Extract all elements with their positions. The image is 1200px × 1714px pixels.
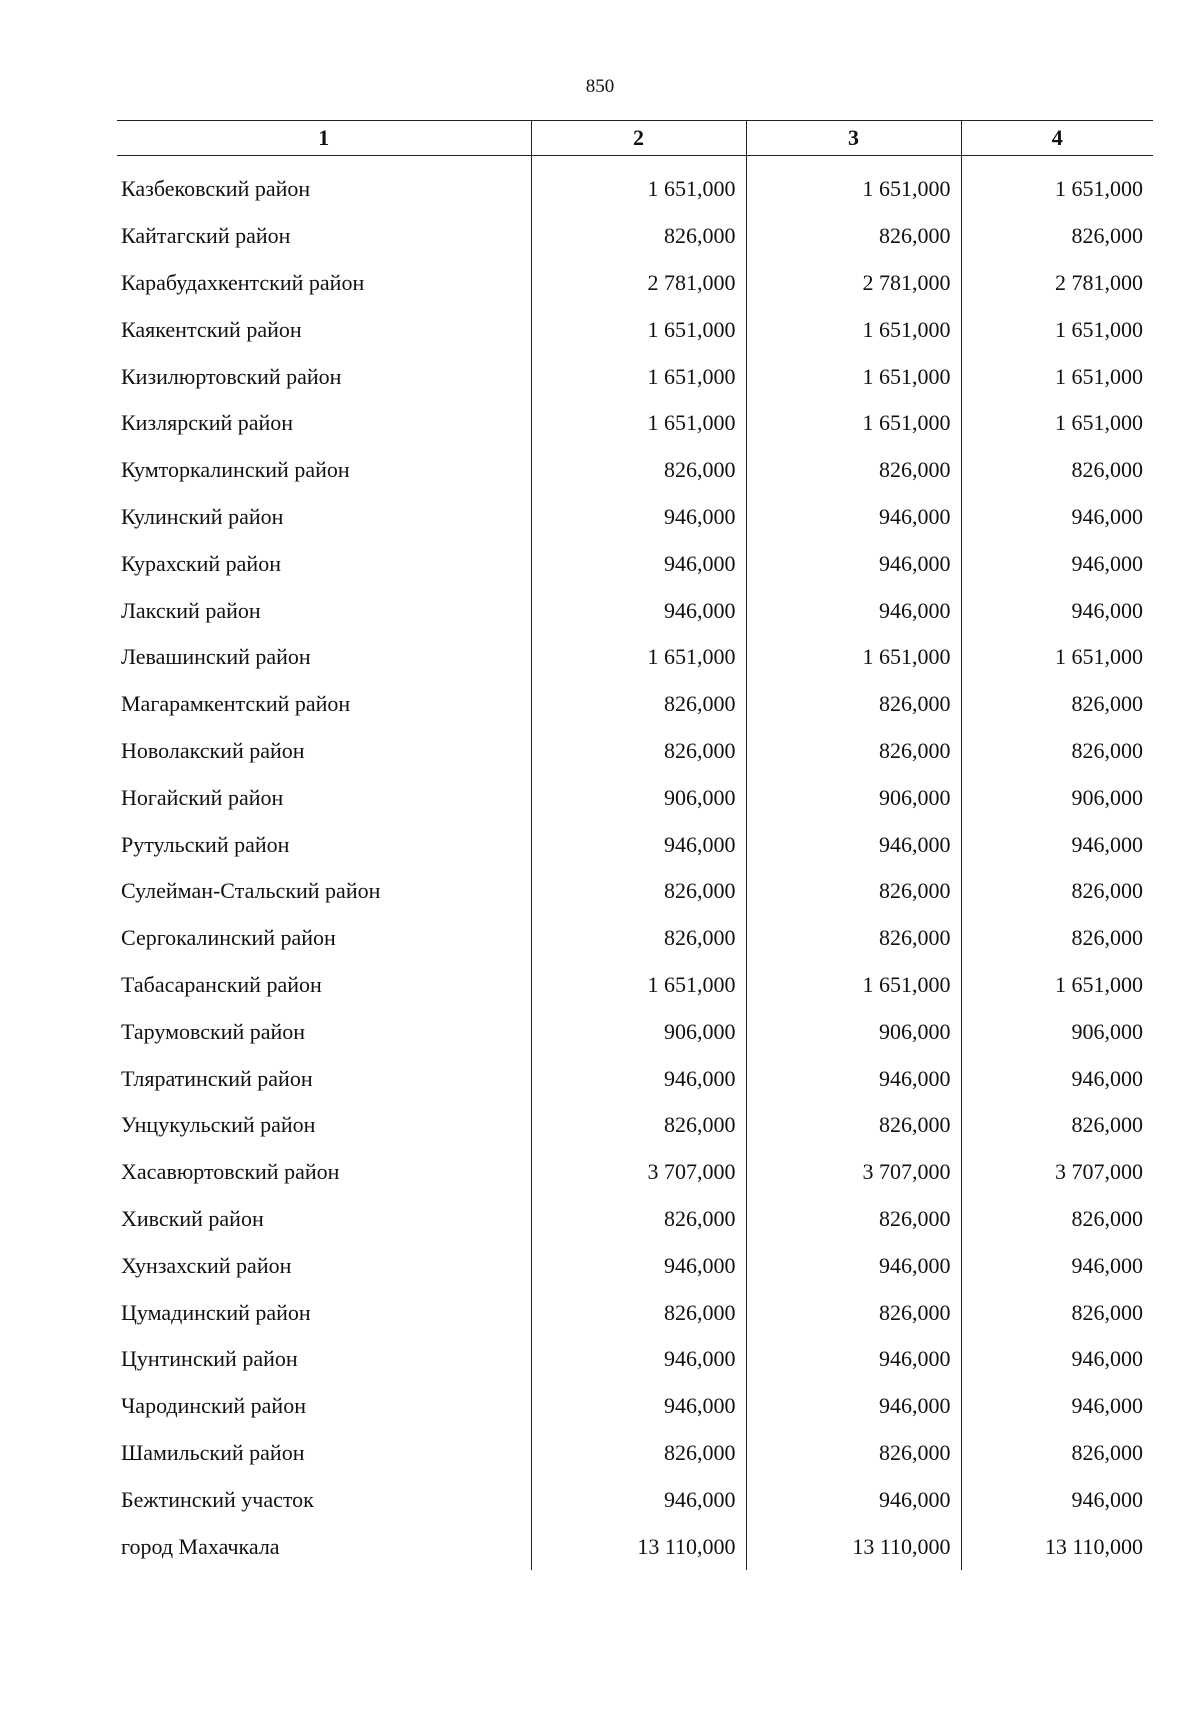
table-row	[117, 260, 1153, 307]
value-cell-col3: 946,000	[746, 1336, 961, 1383]
table-row	[117, 447, 1153, 494]
value-cell-col3: 1 651,000	[746, 634, 961, 681]
district-name-cell: Ногайский район	[121, 784, 284, 810]
table-row	[117, 1523, 1153, 1570]
value-cell-col4: 946,000	[961, 1383, 1153, 1430]
value-cell-col3: 826,000	[746, 1196, 961, 1243]
value-cell-col2: 3 707,000	[531, 1149, 746, 1196]
column-header-2: 2	[531, 121, 746, 156]
value-cell-col2: 826,000	[531, 915, 746, 962]
value-cell-col2: 946,000	[531, 1476, 746, 1523]
district-name-cell: Тляратинский район	[121, 1065, 313, 1091]
value-cell-col3: 946,000	[746, 821, 961, 868]
value-cell-col3: 1 651,000	[746, 166, 961, 213]
value-cell-col2: 826,000	[531, 868, 746, 915]
value-cell-col2: 13 110,000	[531, 1523, 746, 1570]
value-cell-col3: 1 651,000	[746, 353, 961, 400]
district-name-cell: Сергокалинский район	[121, 925, 336, 951]
spacer-cell	[746, 156, 961, 167]
district-name-cell: Новолакский район	[121, 737, 305, 763]
value-cell-col4: 13 110,000	[961, 1523, 1153, 1570]
value-cell-col3: 946,000	[746, 494, 961, 541]
value-cell-col2: 1 651,000	[531, 634, 746, 681]
table-row	[117, 774, 1153, 821]
value-cell-col2: 946,000	[531, 1336, 746, 1383]
district-name-cell: Кулинский район	[121, 503, 284, 529]
district-name-cell: Унцукульский район	[121, 1112, 316, 1138]
value-cell-col2: 946,000	[531, 540, 746, 587]
value-cell-col4: 946,000	[961, 821, 1153, 868]
district-name-cell: Шамильский район	[121, 1439, 305, 1465]
district-name-cell: Цунтинский район	[121, 1346, 298, 1372]
value-cell-col2: 1 651,000	[531, 962, 746, 1009]
table-row	[117, 962, 1153, 1009]
table-row	[117, 1383, 1153, 1430]
value-cell-col3: 826,000	[746, 868, 961, 915]
table-row	[117, 915, 1153, 962]
value-cell-col2: 946,000	[531, 821, 746, 868]
value-cell-col2: 946,000	[531, 1383, 746, 1430]
value-cell-col2: 946,000	[531, 1055, 746, 1102]
district-name-cell: Кайтагский район	[121, 223, 291, 249]
value-cell-col4: 1 651,000	[961, 962, 1153, 1009]
value-cell-col4: 906,000	[961, 774, 1153, 821]
value-cell-col2: 906,000	[531, 774, 746, 821]
value-cell-col4: 826,000	[961, 1289, 1153, 1336]
table-row	[117, 166, 1153, 213]
value-cell-col4: 2 781,000	[961, 260, 1153, 307]
value-cell-col3: 826,000	[746, 915, 961, 962]
table-body	[117, 156, 1153, 1570]
value-cell-col4: 946,000	[961, 540, 1153, 587]
value-cell-col4: 826,000	[961, 728, 1153, 775]
value-cell-col4: 3 707,000	[961, 1149, 1153, 1196]
value-cell-col3: 1 651,000	[746, 400, 961, 447]
table-row	[117, 353, 1153, 400]
table-row	[117, 1476, 1153, 1523]
value-cell-col2: 826,000	[531, 1196, 746, 1243]
value-cell-col3: 946,000	[746, 587, 961, 634]
header-row	[117, 121, 1153, 156]
value-cell-col4: 826,000	[961, 1196, 1153, 1243]
district-name-cell: Табасаранский район	[121, 971, 322, 997]
value-cell-col2: 826,000	[531, 1102, 746, 1149]
district-name-cell: Чародинский район	[121, 1393, 306, 1419]
value-cell-col3: 13 110,000	[746, 1523, 961, 1570]
value-cell-col4: 826,000	[961, 213, 1153, 260]
value-cell-col2: 1 651,000	[531, 306, 746, 353]
district-name-cell: Кизлярский район	[121, 410, 294, 436]
value-cell-col2: 826,000	[531, 1289, 746, 1336]
value-cell-col3: 946,000	[746, 1055, 961, 1102]
spacer-cell	[531, 156, 746, 167]
district-name-cell: Магарамкентский район	[121, 691, 351, 717]
district-name-cell: Бежтинский участок	[121, 1486, 314, 1512]
table-row	[117, 1102, 1153, 1149]
district-name-cell: город Махачкала	[121, 1533, 280, 1559]
district-name-cell: Хунзахский район	[121, 1252, 292, 1278]
table-row	[117, 1242, 1153, 1289]
table-row	[117, 1008, 1153, 1055]
value-cell-col3: 906,000	[746, 774, 961, 821]
value-cell-col4: 1 651,000	[961, 353, 1153, 400]
value-cell-col4: 826,000	[961, 681, 1153, 728]
value-cell-col3: 826,000	[746, 1289, 961, 1336]
value-cell-col4: 826,000	[961, 447, 1153, 494]
value-cell-col3: 826,000	[746, 681, 961, 728]
district-name-cell: Хасавюртовский район	[121, 1159, 340, 1185]
value-cell-col4: 826,000	[961, 868, 1153, 915]
value-cell-col2: 826,000	[531, 1430, 746, 1477]
value-cell-col4: 946,000	[961, 587, 1153, 634]
value-cell-col4: 946,000	[961, 1242, 1153, 1289]
table-row	[117, 540, 1153, 587]
district-name-cell: Кизилюртовский район	[121, 363, 342, 389]
table-row	[117, 1055, 1153, 1102]
value-cell-col4: 946,000	[961, 494, 1153, 541]
value-cell-col2: 826,000	[531, 213, 746, 260]
value-cell-col3: 906,000	[746, 1008, 961, 1055]
value-cell-col4: 1 651,000	[961, 306, 1153, 353]
value-cell-col3: 1 651,000	[746, 962, 961, 1009]
table-row	[117, 213, 1153, 260]
value-cell-col4: 826,000	[961, 1430, 1153, 1477]
district-name-cell: Рутульский район	[121, 831, 290, 857]
value-cell-col4: 826,000	[961, 915, 1153, 962]
value-cell-col2: 946,000	[531, 494, 746, 541]
table-row	[117, 494, 1153, 541]
district-name-cell: Цумадинский район	[121, 1299, 311, 1325]
value-cell-col4: 826,000	[961, 1102, 1153, 1149]
spacer-row	[117, 156, 1153, 167]
value-cell-col4: 1 651,000	[961, 634, 1153, 681]
value-cell-col3: 826,000	[746, 1430, 961, 1477]
value-cell-col2: 826,000	[531, 447, 746, 494]
value-cell-col3: 3 707,000	[746, 1149, 961, 1196]
value-cell-col4: 1 651,000	[961, 400, 1153, 447]
value-cell-col3: 1 651,000	[746, 306, 961, 353]
value-cell-col2: 946,000	[531, 587, 746, 634]
column-header-1: 1	[117, 121, 531, 156]
value-cell-col2: 946,000	[531, 1242, 746, 1289]
district-name-cell: Курахский район	[121, 550, 281, 576]
district-name-cell: Тарумовский район	[121, 1018, 306, 1044]
table-row	[117, 306, 1153, 353]
table-row	[117, 868, 1153, 915]
district-name-cell: Карабудахкентский район	[121, 269, 365, 295]
table-row	[117, 634, 1153, 681]
table-row	[117, 587, 1153, 634]
value-cell-col4: 946,000	[961, 1476, 1153, 1523]
spacer-cell	[961, 156, 1153, 167]
value-cell-col2: 2 781,000	[531, 260, 746, 307]
value-cell-col3: 826,000	[746, 1102, 961, 1149]
value-cell-col2: 826,000	[531, 681, 746, 728]
value-cell-col3: 946,000	[746, 1383, 961, 1430]
value-cell-col3: 946,000	[746, 1476, 961, 1523]
table-row	[117, 681, 1153, 728]
column-header-3: 3	[746, 121, 961, 156]
table-row	[117, 1149, 1153, 1196]
table-row	[117, 1289, 1153, 1336]
value-cell-col3: 946,000	[746, 1242, 961, 1289]
value-cell-col4: 1 651,000	[961, 166, 1153, 213]
table-row	[117, 1430, 1153, 1477]
district-name-cell: Левашинский район	[121, 644, 311, 670]
value-cell-col4: 906,000	[961, 1008, 1153, 1055]
value-cell-col2: 826,000	[531, 728, 746, 775]
value-cell-col3: 946,000	[746, 540, 961, 587]
value-cell-col4: 946,000	[961, 1055, 1153, 1102]
table-row	[117, 728, 1153, 775]
table-row	[117, 400, 1153, 447]
value-cell-col3: 2 781,000	[746, 260, 961, 307]
value-cell-col2: 906,000	[531, 1008, 746, 1055]
page-number: 850	[585, 76, 615, 97]
table-header	[117, 121, 1153, 156]
value-cell-col3: 826,000	[746, 728, 961, 775]
district-name-cell: Хивский район	[121, 1205, 264, 1231]
spacer-cell	[117, 156, 531, 167]
district-name-cell: Сулейман-Стальский район	[121, 878, 381, 904]
district-name-cell: Кумторкалинский район	[121, 457, 350, 483]
value-cell-col2: 1 651,000	[531, 166, 746, 213]
district-name-cell: Казбековский район	[121, 176, 311, 202]
value-cell-col2: 1 651,000	[531, 353, 746, 400]
value-cell-col4: 946,000	[961, 1336, 1153, 1383]
table-row	[117, 1196, 1153, 1243]
value-cell-col2: 1 651,000	[531, 400, 746, 447]
table-row	[117, 821, 1153, 868]
district-name-cell: Лакский район	[121, 597, 261, 623]
table-row	[117, 1336, 1153, 1383]
column-header-4: 4	[961, 121, 1153, 156]
value-cell-col3: 826,000	[746, 447, 961, 494]
value-cell-col3: 826,000	[746, 213, 961, 260]
district-name-cell: Каякентский район	[121, 316, 302, 342]
allocation-table	[117, 120, 1153, 1570]
